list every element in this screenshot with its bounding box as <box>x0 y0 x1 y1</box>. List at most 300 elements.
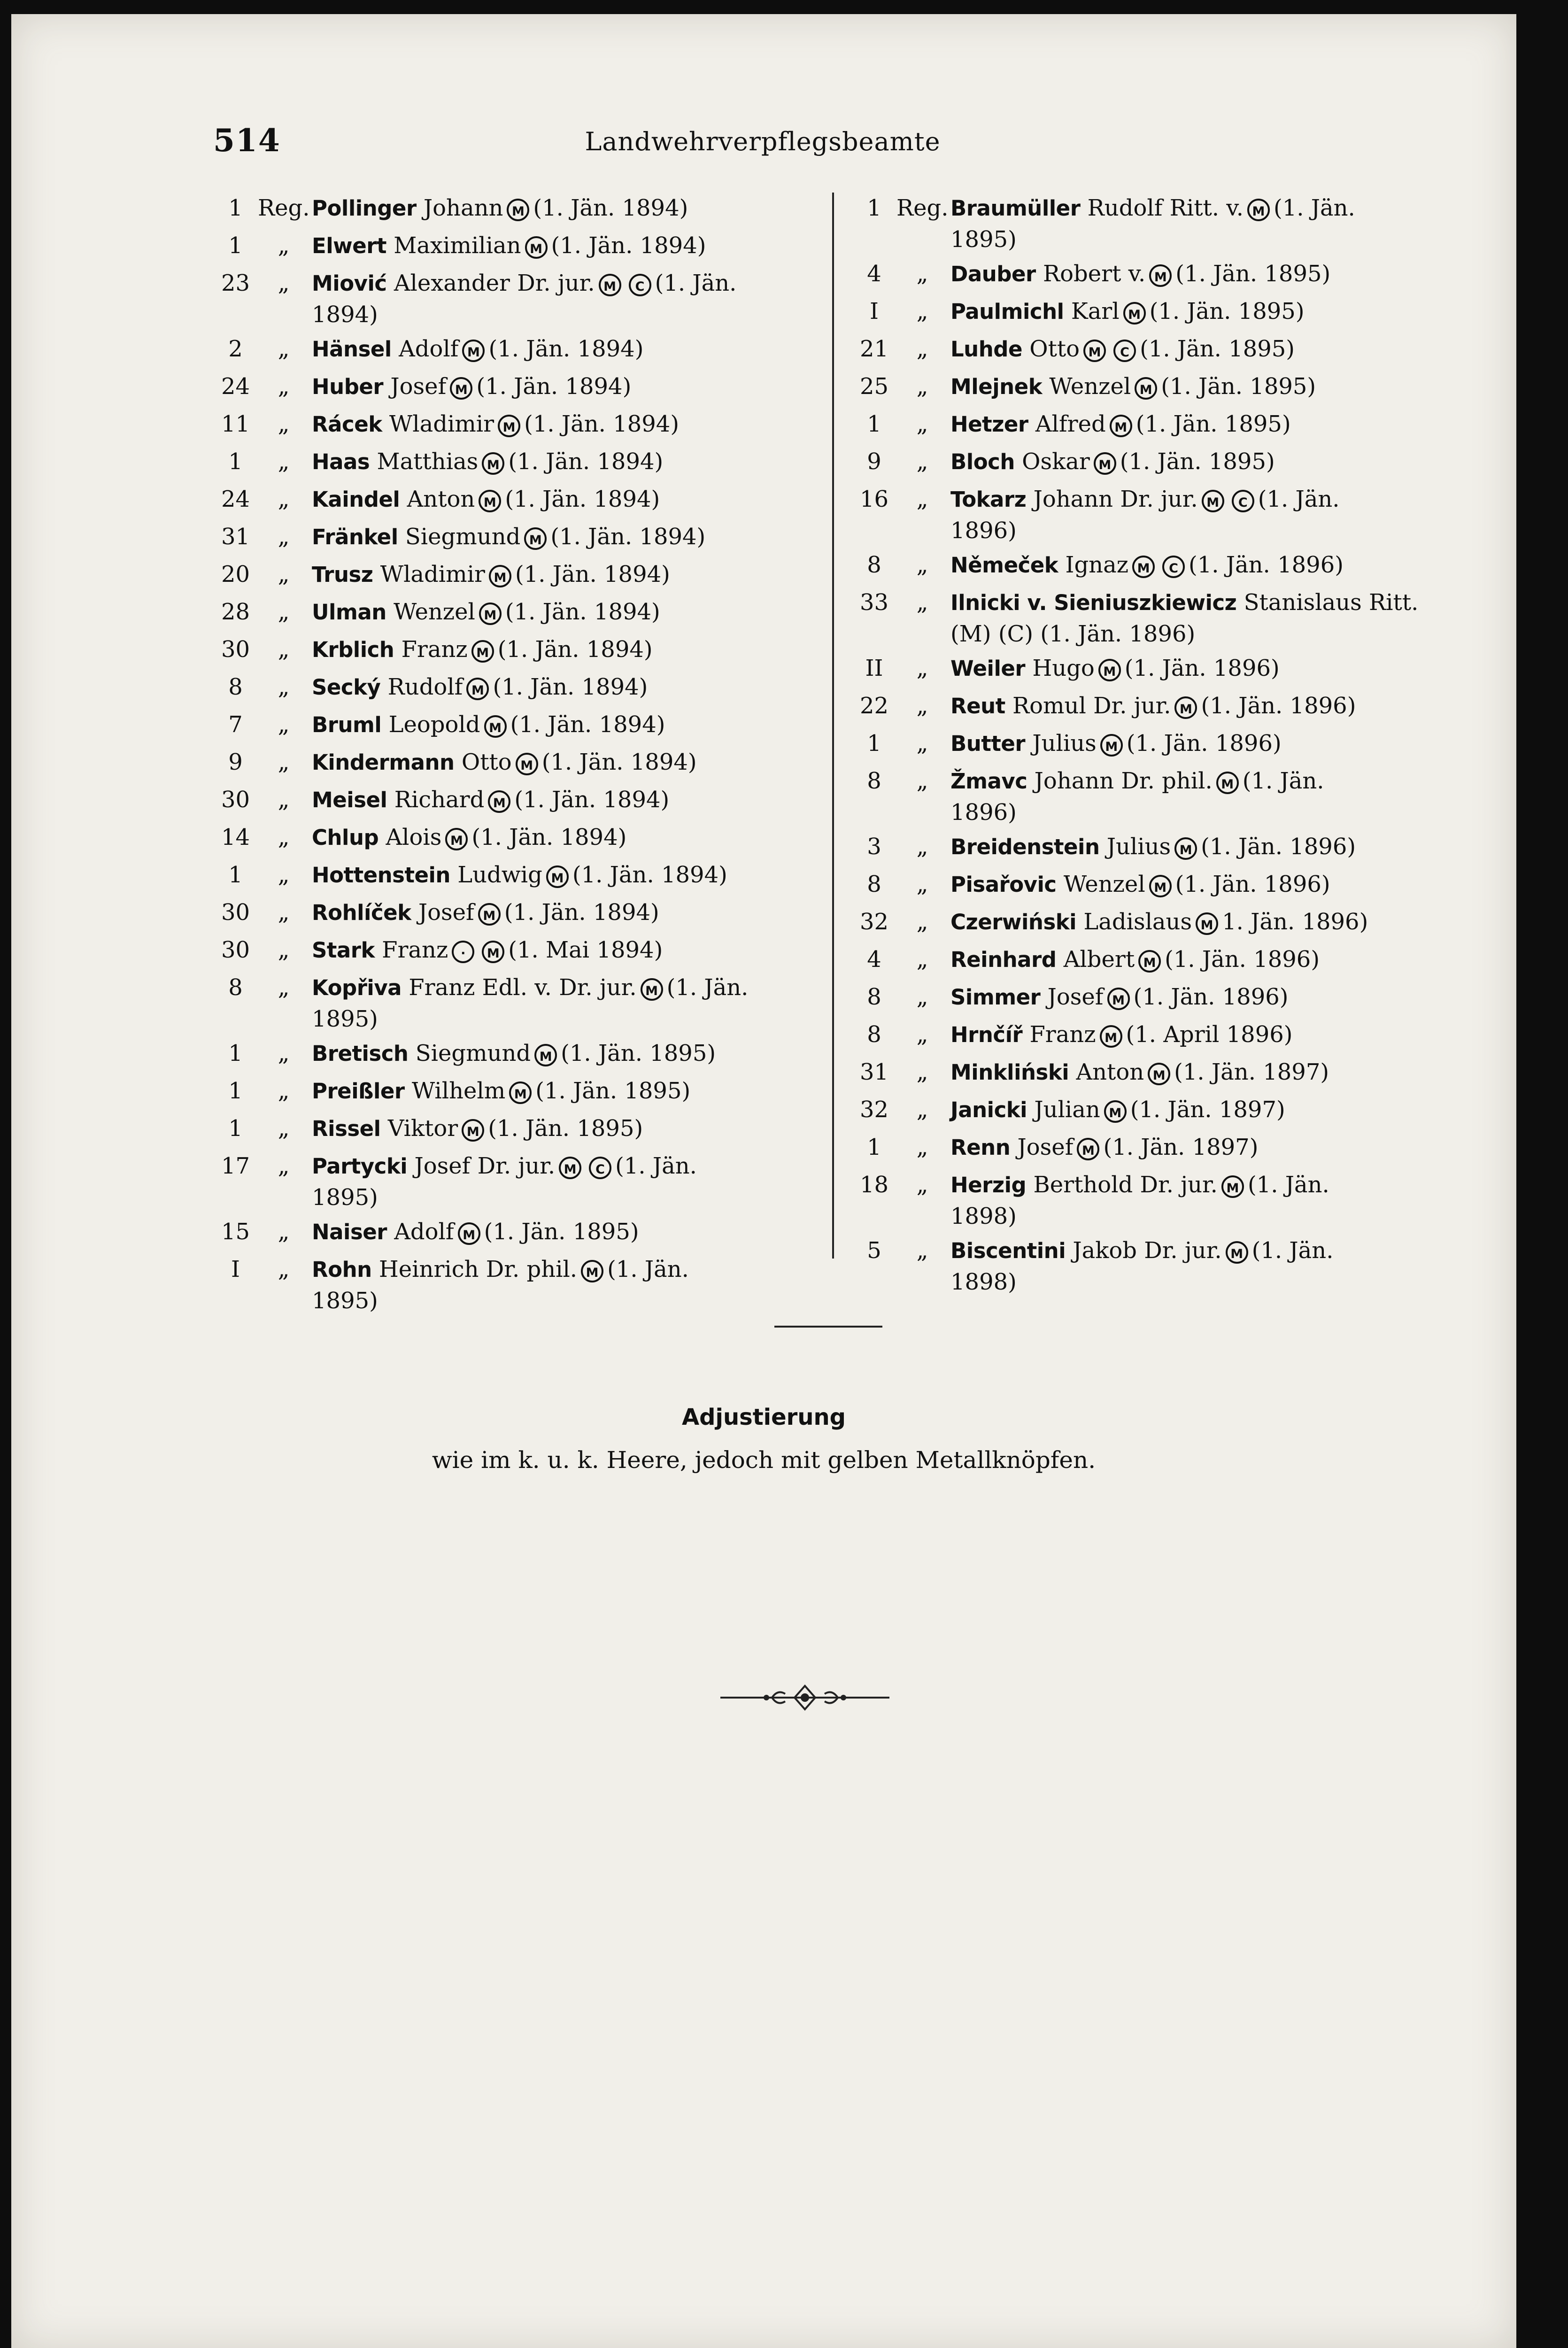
regiment-label: „ <box>278 232 290 259</box>
surname: Fränkel <box>312 525 398 549</box>
list-item <box>213 1216 828 1251</box>
given-name: Anton <box>407 486 475 512</box>
entry-text <box>312 371 828 402</box>
regiment-label: „ <box>278 270 290 296</box>
list-item <box>852 1057 1462 1091</box>
regiment-number: 1 <box>228 1040 243 1066</box>
entry-text <box>950 1169 1462 1232</box>
regiment-number: 15 <box>221 1219 250 1245</box>
list-item <box>213 1151 828 1213</box>
regiment-number: 8 <box>867 552 881 578</box>
given-name: Anton <box>1076 1059 1144 1085</box>
list-item <box>213 559 828 593</box>
list-item <box>213 333 828 368</box>
list-item <box>852 333 1462 368</box>
given-name: Josef <box>1047 984 1104 1010</box>
regiment-label: „ <box>278 486 290 512</box>
entry-text <box>950 409 1462 440</box>
given-name: Wladimir <box>389 411 494 437</box>
list-item <box>213 747 828 781</box>
list-item <box>852 446 1462 480</box>
entry-date: (1. Jän. <box>615 1153 697 1179</box>
regiment-label: „ <box>916 589 928 616</box>
regiment-number: 8 <box>867 871 881 897</box>
surname: Chlup <box>312 825 379 850</box>
regiment-number: 24 <box>221 486 250 512</box>
medal-m-icon: M <box>1135 377 1157 400</box>
list-item <box>852 371 1462 405</box>
medal-m-icon: M <box>1094 452 1116 475</box>
surname: Breidenstein <box>950 834 1100 859</box>
entry-date: (1. Jän. 1896) <box>1201 693 1356 719</box>
given-name: Adolf <box>394 1219 454 1245</box>
medal-m-icon: M <box>599 274 621 296</box>
regiment-label: Reg. <box>896 195 949 221</box>
regiment-number: 30 <box>221 787 250 813</box>
entry-text <box>312 897 828 928</box>
regiment-number: 30 <box>221 636 250 663</box>
medal-m-icon: M <box>559 1157 581 1179</box>
entry-text <box>950 258 1462 290</box>
medal-m-icon: M <box>524 527 547 550</box>
entry-date: (1. Jän. <box>1247 1172 1329 1198</box>
page-number: 514 <box>213 122 281 159</box>
given-name: Franz <box>401 636 468 663</box>
given-name: Maximilian <box>394 232 521 259</box>
regiment-number: 8 <box>867 1021 881 1048</box>
entry-continuation: 1898) <box>950 1269 1017 1295</box>
medal-m-icon: M <box>1107 988 1130 1010</box>
medal-m-icon: M <box>1104 1100 1127 1123</box>
surname: Žmavc <box>950 769 1027 794</box>
entry-text <box>950 549 1462 581</box>
entry-continuation: 1898) <box>950 1203 1017 1229</box>
given-name: Josef <box>1017 1134 1074 1160</box>
entry-date: (1. Jän. 1896) <box>1175 871 1330 897</box>
medal-m-icon: M <box>458 1222 480 1245</box>
given-name: Josef <box>390 373 447 400</box>
regiment-label: „ <box>278 373 290 400</box>
document-page <box>11 14 1516 2348</box>
entry-date: (1. Jän. 1895) <box>1175 261 1331 287</box>
medal-m-icon: M <box>1077 1138 1099 1160</box>
entry-text <box>312 1038 828 1069</box>
ornament-icon <box>716 1679 894 1716</box>
medal-m-icon: M <box>509 1081 532 1104</box>
given-name: Wenzel <box>394 599 475 625</box>
regiment-label: „ <box>278 937 290 963</box>
entry-date: (1. Jän. 1895) <box>1161 373 1316 400</box>
regiment-number: I <box>231 1256 240 1282</box>
entry-continuation: 1895) <box>312 1288 378 1314</box>
medal-m-icon: M <box>478 903 501 926</box>
regiment-number: I <box>870 298 879 324</box>
entry-date: (1. Jän. 1896) <box>1126 730 1282 757</box>
regiment-label: „ <box>916 448 928 475</box>
medal-m-icon: M <box>1149 264 1172 287</box>
regiment-label: „ <box>278 862 290 888</box>
given-name: Siegmund <box>415 1040 531 1066</box>
regiment-number: 2 <box>228 336 243 362</box>
regiment-label: „ <box>278 974 290 1001</box>
regiment-label: „ <box>916 871 928 897</box>
entry-date: (1. Jän. 1896) <box>1133 984 1289 1010</box>
medal-m-icon: M <box>445 828 468 850</box>
surname: Mlejnek <box>950 374 1043 399</box>
list-item <box>213 409 828 443</box>
list-item <box>213 446 828 480</box>
entry-text <box>312 709 828 741</box>
given-name: Julius <box>1106 834 1171 860</box>
regiment-number: 31 <box>859 1059 889 1085</box>
regiment-label: „ <box>916 411 928 437</box>
medal-c-icon: C <box>1232 490 1254 512</box>
entry-date: (1. Jän. 1897) <box>1130 1097 1285 1123</box>
medal-m-icon: M <box>516 753 538 775</box>
given-name: Josef <box>418 899 474 926</box>
entry-text <box>950 371 1462 402</box>
medal-m-icon: M <box>1098 659 1121 681</box>
regiment-label: „ <box>278 711 290 738</box>
regiment-label: „ <box>278 899 290 926</box>
entry-date: (1. Jän. 1894) <box>497 636 653 663</box>
regiment-number: 4 <box>867 946 881 973</box>
surname: Miović <box>312 271 387 296</box>
entry-text <box>312 1075 828 1107</box>
regiment-number: 28 <box>221 599 250 625</box>
medal-m-icon: M <box>1100 734 1123 757</box>
entry-text <box>312 521 828 553</box>
entry-text <box>312 634 828 665</box>
list-item <box>213 230 828 264</box>
list-item <box>852 1094 1462 1128</box>
given-name: Alexander Dr. jur. <box>394 270 595 296</box>
entry-text <box>312 784 828 816</box>
regiment-number: 18 <box>859 1172 889 1198</box>
entry-text <box>312 596 828 628</box>
entry-date: (1. Jän. 1895) <box>1135 411 1291 437</box>
regiment-number: 23 <box>221 270 250 296</box>
regiment-label: „ <box>916 693 928 719</box>
entry-date: (1. Jän. 1897) <box>1103 1134 1259 1160</box>
regiment-number: II <box>865 655 883 681</box>
entry-text <box>312 972 828 1035</box>
list-item <box>213 1075 828 1110</box>
entry-date: (1. Jän. 1894) <box>471 824 627 850</box>
medal-m-icon: M <box>1196 912 1218 935</box>
surname: Reinhard <box>950 947 1057 972</box>
regiment-number: 1 <box>867 1134 881 1160</box>
entry-date: (1. Jän. 1894) <box>504 899 659 926</box>
entry-text <box>312 484 828 515</box>
given-name: Johann Dr. jur. <box>1033 486 1198 512</box>
regiment-label: „ <box>916 261 928 287</box>
surname: Kindermann <box>312 750 455 775</box>
entry-date: (1. Jän. 1894) <box>533 195 688 221</box>
medal-m-icon: M <box>1174 696 1197 719</box>
regiment-label: „ <box>278 749 290 775</box>
regiment-number: 1 <box>228 448 243 475</box>
running-title: Landwehrverpflegsbeamte <box>585 127 941 156</box>
section-rule <box>774 1326 882 1328</box>
regiment-number: 30 <box>221 899 250 926</box>
regiment-label: „ <box>916 768 928 794</box>
surname: Preißler <box>312 1079 405 1104</box>
medal-m-icon: M <box>498 415 520 437</box>
list-item <box>852 869 1462 903</box>
regiment-number: 31 <box>221 524 250 550</box>
surname: Hrnčíř <box>950 1022 1023 1047</box>
medal-c-icon: C <box>1113 340 1136 362</box>
entry-continuation: 1896) <box>950 517 1017 544</box>
surname: Herzig <box>950 1173 1027 1197</box>
regiment-number: 8 <box>867 984 881 1010</box>
entry-date: (1. Jän. 1895) <box>1149 298 1305 324</box>
entry-date: (1. Jän. <box>655 270 737 296</box>
regiment-number: 17 <box>221 1153 250 1179</box>
list-item <box>852 409 1462 443</box>
surname: Simmer <box>950 985 1041 1010</box>
entry-text <box>950 728 1462 759</box>
list-item <box>213 371 828 405</box>
surname: Kopřiva <box>312 975 402 1000</box>
regiment-number: 25 <box>859 373 889 400</box>
regiment-label: „ <box>916 834 928 860</box>
medal-m-icon: M <box>1202 490 1224 512</box>
regiment-label: „ <box>278 336 290 362</box>
list-item <box>852 690 1462 725</box>
regiment-label: „ <box>916 1097 928 1123</box>
regiment-number: 22 <box>859 693 889 719</box>
list-item <box>213 634 828 668</box>
regiment-number: 8 <box>228 674 243 700</box>
entry-date: (1. Jän. 1894) <box>550 524 706 550</box>
entry-date: (1. Jän. 1894) <box>493 674 648 700</box>
regiment-number: 1 <box>228 862 243 888</box>
surname: Elwert <box>312 233 386 258</box>
surname: Ilnicki v. Sieniuszkiewicz <box>950 590 1237 615</box>
entry-continuation: 1895) <box>312 1006 378 1032</box>
given-name: Ludwig <box>457 862 542 888</box>
surname: Haas <box>312 449 370 474</box>
medal-m-icon: M <box>462 1119 484 1142</box>
given-name: Franz Edl. v. Dr. jur. <box>409 974 637 1001</box>
medal-m-icon: M <box>484 715 507 738</box>
regiment-label: „ <box>916 1237 928 1264</box>
entry-date: (1. Jän. 1895) <box>484 1219 639 1245</box>
entry-text <box>950 690 1462 722</box>
entry-text <box>950 831 1462 863</box>
entry-text <box>950 446 1462 478</box>
given-name: Heinrich Dr. phil. <box>378 1256 578 1282</box>
regiment-label: „ <box>916 336 928 362</box>
entry-text <box>950 1094 1462 1126</box>
entry-date: (1. Jän. 1894) <box>551 232 706 259</box>
surname: Renn <box>950 1135 1011 1160</box>
entry-date: (1. Jän. 1896) <box>1165 946 1320 973</box>
entry-text <box>950 1057 1462 1088</box>
medal-m-icon: M <box>546 865 569 888</box>
given-name: Josef Dr. jur. <box>414 1153 556 1179</box>
surname: Dauber <box>950 262 1036 286</box>
regiment-label: „ <box>916 1172 928 1198</box>
left-column <box>213 193 828 1320</box>
medal-m-icon: M <box>471 640 494 663</box>
given-name: Albert <box>1063 946 1135 973</box>
surname: Janicki <box>950 1097 1027 1122</box>
given-name: Alois <box>386 824 442 850</box>
surname: Němeček <box>950 553 1058 578</box>
dot-circle-icon: · <box>452 941 474 963</box>
surname: Huber <box>312 374 384 399</box>
list-item <box>213 1038 828 1072</box>
given-name: Rudolf <box>387 674 463 700</box>
surname: Bretisch <box>312 1041 409 1066</box>
regiment-label: „ <box>278 561 290 587</box>
entry-date: (1. Jän. 1894) <box>524 411 680 437</box>
medal-m-icon: M <box>534 1044 557 1066</box>
entry-text <box>950 193 1462 255</box>
list-item <box>852 1169 1462 1232</box>
entry-date: 1. Jän. 1896) <box>1222 909 1368 935</box>
given-name: Viktor <box>387 1115 458 1142</box>
regiment-label: „ <box>278 787 290 813</box>
regiment-label: „ <box>278 1256 290 1282</box>
medal-m-icon: M <box>1110 415 1132 437</box>
surname: Rohn <box>312 1257 372 1282</box>
regiment-number: 8 <box>228 974 243 1001</box>
surname: Kaindel <box>312 487 400 512</box>
entry-text <box>312 268 828 330</box>
surname: Czerwiński <box>950 910 1077 935</box>
entry-text <box>312 822 828 853</box>
list-item <box>213 596 828 631</box>
entry-date: (1. Jän. 1895) <box>1120 448 1275 475</box>
medal-m-icon: M <box>1138 950 1161 973</box>
entry-date: (1. Jän. 1896) <box>1124 655 1280 681</box>
given-name: Berthold Dr. jur. <box>1033 1172 1218 1198</box>
regiment-label: „ <box>278 448 290 475</box>
surname: Meisel <box>312 788 387 812</box>
surname: Pollinger <box>312 196 417 221</box>
given-name: Oskar <box>1022 448 1090 475</box>
list-item <box>213 935 828 969</box>
surname: Stark <box>312 938 375 963</box>
given-name: Ladislaus <box>1083 909 1192 935</box>
regiment-number: 30 <box>221 937 250 963</box>
regiment-label: „ <box>278 674 290 700</box>
regiment-label: „ <box>916 1059 928 1085</box>
given-name: Stanislaus Ritt. <box>1244 589 1419 616</box>
medal-m-icon: M <box>1123 302 1146 324</box>
medal-m-icon: M <box>450 377 472 400</box>
entry-text <box>950 296 1462 327</box>
list-item <box>213 784 828 819</box>
medal-m-icon: M <box>1216 772 1239 794</box>
regiment-number: 33 <box>859 589 889 616</box>
medal-m-icon: M <box>1221 1175 1244 1198</box>
entry-continuation: 1894) <box>312 301 378 328</box>
entry-text <box>312 409 828 440</box>
entry-date: (1. Jän. 1895) <box>561 1040 716 1066</box>
entry-text <box>950 981 1462 1013</box>
medal-m-icon: M <box>525 236 548 259</box>
regiment-label: „ <box>278 1078 290 1104</box>
surname: Hetzer <box>950 412 1028 437</box>
surname: Pisařovic <box>950 872 1057 897</box>
regiment-label: „ <box>916 298 928 324</box>
list-item <box>213 193 828 227</box>
entry-date: (1. Jän. 1896) <box>1201 834 1356 860</box>
entry-text <box>950 333 1462 365</box>
entry-date: (1. Jän. 1894) <box>514 787 670 813</box>
entry-text <box>312 1254 828 1316</box>
medal-m-icon: M <box>1247 199 1270 221</box>
list-item <box>852 944 1462 978</box>
entry-text <box>950 1235 1462 1298</box>
medal-m-icon: M <box>1226 1241 1248 1264</box>
list-item <box>213 972 828 1035</box>
list-item <box>213 672 828 706</box>
surname: Ulman <box>312 600 386 625</box>
list-item <box>852 296 1462 330</box>
surname: Bloch <box>950 449 1015 474</box>
entry-text <box>312 1216 828 1248</box>
entry-continuation: 1895) <box>312 1184 378 1211</box>
medal-m-icon: M <box>479 490 501 512</box>
regiment-label: „ <box>278 599 290 625</box>
surname: Bruml <box>312 712 382 737</box>
given-name: Franz <box>382 937 448 963</box>
list-item <box>852 1235 1462 1298</box>
entry-text <box>312 193 828 224</box>
regiment-number: 1 <box>228 1115 243 1142</box>
entry-text <box>312 672 828 703</box>
regiment-label: „ <box>278 1040 290 1066</box>
medal-m-icon: M <box>1083 340 1106 362</box>
list-item <box>852 549 1462 584</box>
entry-text <box>950 869 1462 900</box>
regiment-number: 8 <box>867 768 881 794</box>
entry-date: (1. Jän. <box>666 974 749 1001</box>
entry-date: (1. Jän. 1894) <box>505 599 660 625</box>
list-item <box>213 709 828 743</box>
list-item <box>852 193 1462 255</box>
list-item <box>852 258 1462 293</box>
given-name: Otto <box>1029 336 1080 362</box>
entry-date: (1. Jän. 1895) <box>488 1115 643 1142</box>
regiment-label: „ <box>278 411 290 437</box>
regiment-label: „ <box>916 486 928 512</box>
surname: Reut <box>950 694 1005 718</box>
given-name: Leopold <box>388 711 480 738</box>
entry-date: (1. Jän. 1895) <box>1140 336 1295 362</box>
given-name: Siegmund <box>405 524 521 550</box>
surname: Butter <box>950 731 1026 756</box>
entry-date: (1. Jän. 1894) <box>488 336 644 362</box>
regiment-label: „ <box>278 524 290 550</box>
medal-m-icon: M <box>1132 556 1155 578</box>
entry-text <box>950 484 1462 546</box>
given-name: Johann <box>423 195 503 221</box>
surname: Krblich <box>312 637 394 662</box>
surname: Luhde <box>950 337 1022 362</box>
entry-text <box>312 559 828 590</box>
medal-m-icon: M <box>479 602 502 625</box>
entry-date: (1. Jän. 1894) <box>510 711 665 738</box>
regiment-label: „ <box>278 1219 290 1245</box>
entry-date: (1. Jän. 1894) <box>508 448 664 475</box>
